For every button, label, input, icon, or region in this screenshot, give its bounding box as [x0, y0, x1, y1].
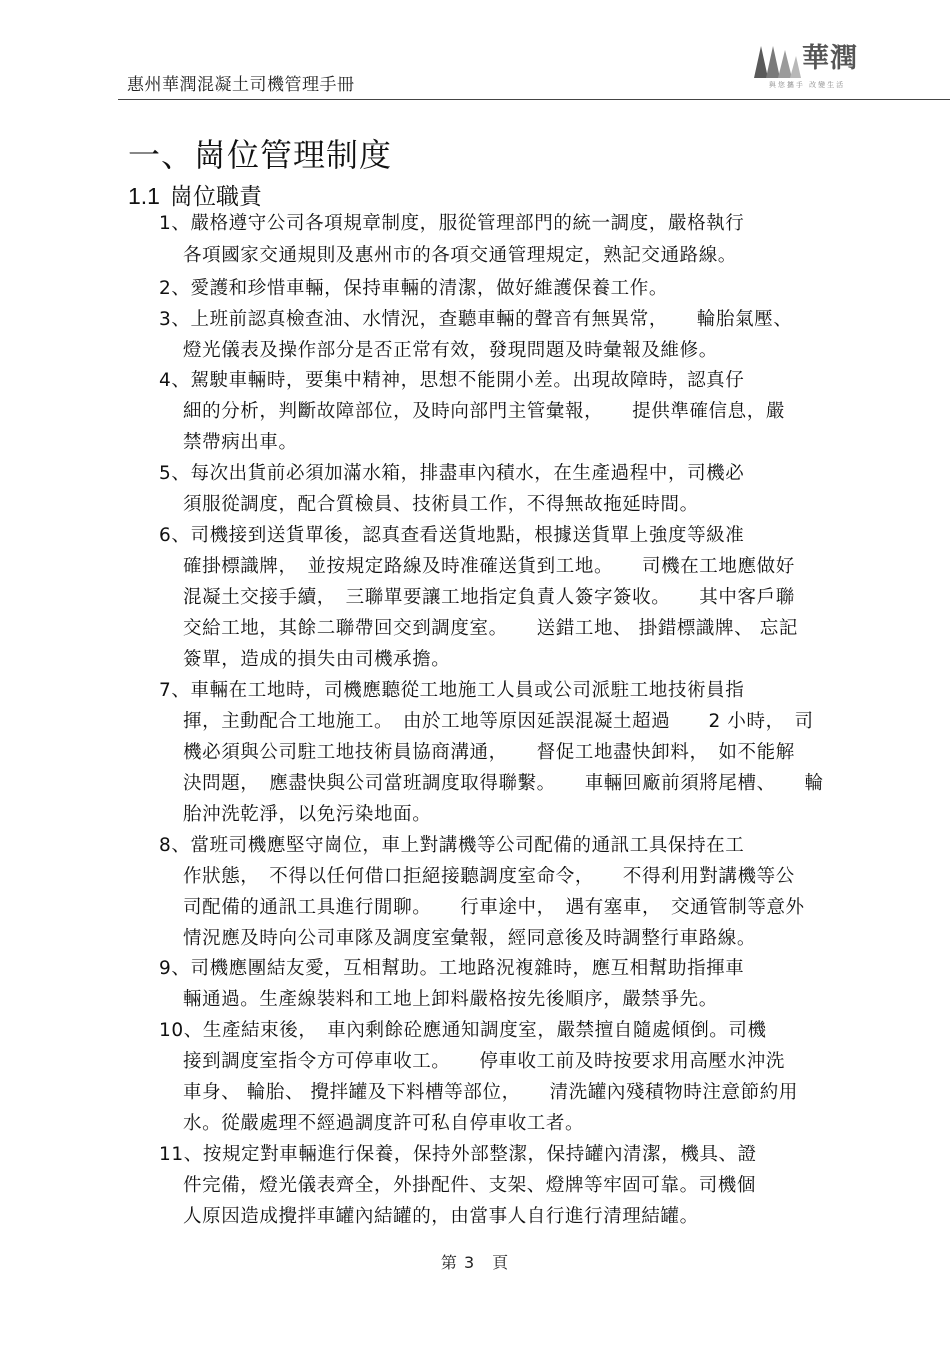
section-title: 崗位職責 — [169, 184, 262, 210]
duty-item-9: 9、司機應團結友愛，互相幫助。工地路況複雜時，應互相幫助指揮車 — [159, 958, 745, 979]
duty-item-10-line: 水。從嚴處理不經過調度許可私自停車收工者。 — [183, 1113, 585, 1134]
duty-item-3: 3、上班前認真檢查油、水情況，查聽車輛的聲音有無異常， 輪胎氣壓、 — [159, 309, 793, 330]
duty-item-7-line: 機必須與公司駐工地技術員協商溝通， 督促工地盡快卸料， 如不能解 — [183, 742, 795, 763]
duty-item-8-line: 司配備的通訊工具進行閒聊。 行車途中， 遇有塞車， 交通管制等意外 — [183, 897, 805, 918]
duty-item-2: 2、愛護和珍惜車輛，保持車輛的清潔，做好維護保養工作。 — [159, 278, 668, 299]
duty-item-6-line: 混凝土交接手續， 三聯單要讓工地指定負責人簽字簽收。 其中客戶聯 — [183, 587, 795, 608]
duty-item-11: 11、按規定對車輛進行保養，保持外部整潔，保持罐內清潔，機具、證 — [159, 1144, 757, 1165]
duty-item-5: 5、每次出貨前必須加滿水箱，排盡車內積水，在生產過程中，司機必 — [159, 463, 745, 484]
logo-tagline: 與您攜手 改變生活 — [768, 81, 846, 89]
duty-item-6-line: 交給工地，其餘二聯帶回交到調度室。 送錯工地、 掛錯標識牌、 忘記 — [183, 618, 798, 639]
duty-item-8: 8、當班司機應堅守崗位，車上對講機等公司配備的通訊工具保持在工 — [159, 835, 745, 856]
duty-item-10-line: 車身、 輪胎、 攪拌罐及下料槽等部位， 清洗罐內殘積物時注意節約用 — [183, 1082, 798, 1103]
duty-item-9-line: 輛通過。生產線裝料和工地上卸料嚴格按先後順序，嚴禁爭先。 — [183, 989, 718, 1010]
duty-item-6-line: 確掛標識牌， 並按規定路線及時准確送貨到工地。 司機在工地應做好 — [183, 556, 795, 577]
duty-item-10-line: 接到調度室指令方可停車收工。 停車收工前及時按要求用高壓水沖洗 — [183, 1051, 785, 1072]
duty-item-7-line: 揮，主動配合工地施工。 由於工地等原因延誤混凝土超過 2 小時， 司 — [183, 711, 814, 732]
duty-item-1-line: 各項國家交通規則及惠州市的各項交通管理規定，熟記交通路線。 — [183, 245, 737, 266]
duty-item-7-line: 胎沖洗乾淨，以免污染地面。 — [183, 804, 432, 825]
duty-item-7-line: 決問題， 應盡快與公司當班調度取得聯繫。 車輛回廠前須將尾槽、 輪 — [183, 773, 824, 794]
duty-item-1: 1、嚴格遵守公司各項規章制度，服從管理部門的統一調度，嚴格執行 — [159, 213, 745, 234]
duty-item-4: 4、駕駛車輛時，要集中精神，思想不能開小差。出現故障時，認真仔 — [159, 370, 745, 391]
duty-item-8-line: 情況應及時向公司車隊及調度室彙報，經同意後及時調整行車路線。 — [183, 928, 757, 949]
duty-item-8-line: 作狀態， 不得以任何借口拒絕接聽調度室命令， 不得利用對講機等公 — [183, 866, 795, 887]
duty-item-3-line: 燈光儀表及操作部分是否正常有效，發現問題及時彙報及維修。 — [183, 340, 718, 361]
duty-item-7: 7、車輛在工地時，司機應聽從工地施工人員或公司派駐工地技術員指 — [159, 680, 745, 701]
section-number: 1.1 — [128, 183, 160, 209]
duty-item-6-line: 簽單，造成的損失由司機承擔。 — [183, 649, 451, 670]
duty-item-6: 6、司機接到送貨單後，認真查看送貨地點，根據送貨單上強度等級准 — [159, 525, 745, 546]
duty-item-11-line: 件完備，燈光儀表齊全，外掛配件、支架、燈牌等牢固可靠。司機個 — [183, 1175, 757, 1196]
header-title: 惠州華潤混凝土司機管理手冊 — [127, 75, 355, 95]
duty-item-4-line: 細的分析，判斷故障部位，及時向部門主管彙報， 提供準確信息，嚴 — [183, 401, 785, 422]
duty-item-11-line: 人原因造成攪拌車罐內結罐的，由當事人自行進行清理結罐。 — [183, 1206, 699, 1227]
page-number: 第 3 頁 — [440, 1253, 510, 1272]
duty-item-4-line: 禁帶病出車。 — [183, 432, 298, 453]
logo-brand-text: 華潤 — [802, 43, 858, 74]
chapter-title: 一、崗位管理制度 — [128, 136, 393, 174]
duty-item-10: 10、生產結束後， 車內剩餘砼應通知調度室，嚴禁擅自隨處傾倒。司機 — [159, 1020, 767, 1041]
duty-item-5-line: 須服從調度，配合質檢員、技術員工作，不得無故拖延時間。 — [183, 494, 699, 515]
